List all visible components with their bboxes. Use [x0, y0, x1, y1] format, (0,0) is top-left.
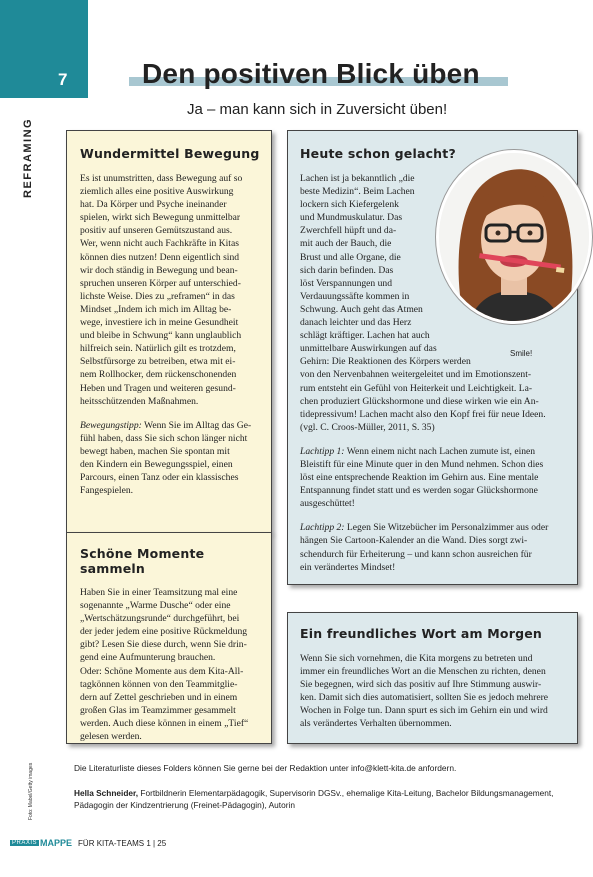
box-heading: Heute schon gelacht?: [300, 146, 456, 161]
text-line: und bleibe in Schwung“ kann unglaublich: [80, 330, 242, 342]
text-line: tidepressivum! Lachen macht also den Kopf frei für neue Ideen.: [300, 408, 546, 420]
text-line: danach leichter und das Herz: [300, 317, 412, 329]
box-freundliches-wort: [287, 612, 578, 744]
box-text: [80, 586, 261, 743]
footer-brand: MAPPE: [40, 838, 73, 848]
text-line: werden. Auch diese können in einem „Tief“: [80, 717, 249, 729]
author-bio: Fortbildnerin Elementarpädagogik, Supervisorin DGSv., ehemalige Kita-Leitung, Bachelor Bildungsmanagement, Pädagogin der Kindzentrierung (Freinet-Pädagogin), Autorin: [74, 788, 554, 811]
text-line: wir doch ständig in Bewegung und bean-: [80, 264, 238, 276]
text-line: schendurch für Erheiterung – und kann schon ausreichen für: [300, 548, 532, 560]
text-line: Mindset „Indem ich mich im Alltag be-: [80, 303, 232, 315]
text-line: positiv auf unseren Gemütszustand aus.: [80, 225, 233, 237]
text-line: den Kindern ein Bewegungsspiel, einen: [80, 458, 233, 470]
text-line: als verändertes Verhalten übernommen.: [300, 718, 452, 730]
text-line: lichste Weise. Dies zu „reframen“ in das: [80, 290, 235, 302]
text-line: und Mundmuskulatur. Das: [300, 212, 403, 224]
text-line: Haben Sie in einer Teamsitzung mal eine: [80, 587, 238, 598]
author-note: [74, 787, 579, 811]
text-line: chen produziert Glückshormone und diese wirken wie ein An-: [300, 395, 539, 407]
text-line: Wenn Sie sich vornehmen, die Kita morgens zu betreten und: [300, 653, 533, 664]
lachtipp-2: [300, 521, 569, 573]
photo-credit: Foto: Mabel/Getty images: [28, 762, 34, 820]
text-line: schlägt kräftiger. Lachen hat auch: [300, 330, 430, 342]
text-line: können dies nutzen! Denn eigentlich sind: [80, 251, 240, 263]
text-line: der jeder jedem eine positive Rückmeldung: [80, 626, 248, 638]
text-line: Wochen in Folge tun. Dann spurt es sich im Gehirn ein und wird: [300, 705, 548, 717]
box-schoene-momente: [66, 532, 272, 744]
page-footer: [10, 838, 166, 848]
text-line: Es ist unumstritten, dass Bewegung auf so: [80, 173, 243, 184]
text-line: (vgl. C. Croos-Müller, 2011, S. 35): [300, 421, 435, 433]
text-line: rum entsteht ein Gefühl von Heiterkeit und Leichtigkeit. La-: [300, 382, 533, 394]
text-line: Gehirn: Die Reaktionen des Körpers werden: [300, 356, 471, 368]
text-line: Bleistift für eine Minute quer in den Mund nehmen. Schon dies: [300, 458, 544, 470]
text-line: Wenn Sie im Alltag das Ge-: [141, 419, 252, 431]
page-number: 7: [58, 70, 68, 89]
text-line: dern auf Zettel geschrieben und in einem: [80, 691, 238, 703]
text-line: Legen Sie Witzebücher im Personalzimmer aus oder: [344, 522, 549, 534]
text-line: ein verändertes Mindset!: [300, 561, 396, 573]
text-line: gelesen werden.: [80, 731, 142, 743]
page-title: Den positiven Blick üben: [142, 58, 480, 89]
text-line: Heben und Tragen und weiteren gesund-: [80, 382, 236, 394]
text-line: Wenn einem nicht nach Lachen zumute ist, einen: [344, 445, 536, 457]
text-line: wege, investiere ich in meine Gesundheit: [80, 317, 239, 329]
text-line: unmittelbare Auswirkungen auf das: [300, 343, 437, 355]
text-line: Wer, wenn nicht auch Fachkräfte in Kitas: [80, 238, 239, 250]
text-line: sich darin befinden. Das: [300, 264, 394, 276]
text-line: ken. Damit sich dies automatisiert, sollten Sie es jedoch mehrere: [300, 692, 549, 704]
text-line: Fangespielen.: [80, 485, 134, 497]
photo-caption: Smile!: [510, 349, 533, 358]
text-line: Sie begegnen, wird sich das positiv auf Ihre Stimmung auswir-: [300, 679, 542, 691]
text-line: „Wertschätzungsrunde“ durchgeführt, bei: [80, 613, 240, 625]
text-line: Schwung. Auch geht das Atmen: [300, 303, 423, 315]
text-line: hat. Da Körper und Psyche ineinander: [80, 199, 227, 211]
text-line: ausgeschüttet!: [300, 498, 355, 510]
text-line: löst eine entsprechende Reaktion im Gehirn aus. Eine mentale: [300, 472, 539, 484]
text-line: immer ein freundliches Wort an die Menschen zu richten, denen: [300, 666, 546, 678]
text-line: Selbstfürsorge zu betreiben, etwa mit ei-: [80, 356, 236, 368]
text-line: spielen, wirkt sich Bewegung unmittelbar: [80, 212, 241, 224]
box-text: [300, 652, 569, 731]
tip-label: Lachtipp 1:: [300, 445, 345, 457]
text-line: Entspannung findet statt und es werden sogar Glückshormone: [300, 485, 538, 497]
text-line: bewegt haben, machen Sie spontan mit: [80, 445, 230, 457]
text-line: gend eine Aufmunterung brauchen.: [80, 652, 216, 664]
text-line: Oder: Schöne Momente aus dem Kita-All-: [80, 665, 244, 677]
text-line: löst Verspannungen und: [300, 277, 393, 289]
smiling-woman-photo: [436, 150, 592, 324]
text-line: beste Medizin“. Beim Lachen: [300, 186, 415, 198]
text-line: gibt? Lesen Sie diese durch, wenn Sie drin-: [80, 639, 247, 651]
text-line: ziemlich alles eine positive Auswirkung: [80, 186, 234, 198]
text-line: fühl haben, dass Sie sich schon länger nicht: [80, 432, 248, 444]
text-line: Parcours, einen Tanz oder ein klassisches: [80, 472, 239, 484]
text-line: Zwerchfell hüpft und da-: [300, 225, 397, 237]
footer-text: FÜR KITA-TEAMS 1 | 25: [78, 838, 167, 848]
text-line: lockern sich Kiefergelenk: [300, 199, 399, 211]
text-line: von den Nervenbahnen weitergeleitet und im Emotionszent-: [300, 369, 532, 381]
text-line: Verdauungssäfte kommen in: [300, 290, 410, 302]
text-line: großen Glas im Teamzimmer gesammelt: [80, 704, 236, 716]
text-line: nem Rollhocker, dem rückenschonenden: [80, 369, 237, 381]
box-wundermittel-bewegung: [66, 130, 272, 533]
box-text: [80, 172, 261, 408]
text-line: sogenannte „Warme Dusche“ oder eine: [80, 600, 231, 612]
text-line: mit auch der Bauch, die: [300, 238, 392, 250]
side-label: REFRAMING: [22, 117, 34, 198]
tip-label: Lachtipp 2:: [300, 522, 345, 534]
literature-note: Die Literaturliste dieses Folders können Sie gerne bei der Redaktion unter info@klett-kita.de anfordern.: [74, 763, 457, 773]
author-name: Hella Schneider,: [74, 788, 139, 798]
text-line: hängen Sie Cartoon-Kalender an die Wand. Dies sorgt zwi-: [300, 535, 528, 547]
text-line: Brust und alle Organe, die: [300, 251, 401, 263]
box-tip: [80, 419, 261, 498]
text-line: heitsschützenden Maßnahmen.: [80, 395, 199, 407]
page-tab: [0, 0, 88, 98]
box-text-wide: [300, 355, 569, 434]
text-line: tagkönnen können von den Teammitglie-: [80, 678, 238, 690]
text-line: Lachen ist ja bekanntlich „die: [300, 173, 415, 184]
box-heading: Ein freundliches Wort am Morgen: [300, 626, 542, 641]
footer-badge: PRAXIS: [12, 840, 38, 846]
text-line: hilfreich sein. Natürlich gilt es trotzdem,: [80, 343, 236, 355]
box-heading: Schöne Momente sammeln: [80, 546, 205, 576]
page-subtitle: Ja – man kann sich in Zuversicht üben!: [187, 101, 448, 118]
lachtipp-1: [300, 445, 569, 510]
box-heading: Wundermittel Bewegung: [80, 146, 260, 161]
tip-label: Bewegungstipp:: [80, 419, 142, 431]
text-line: spruchen unseren Körper auf unterschied-: [80, 277, 241, 289]
